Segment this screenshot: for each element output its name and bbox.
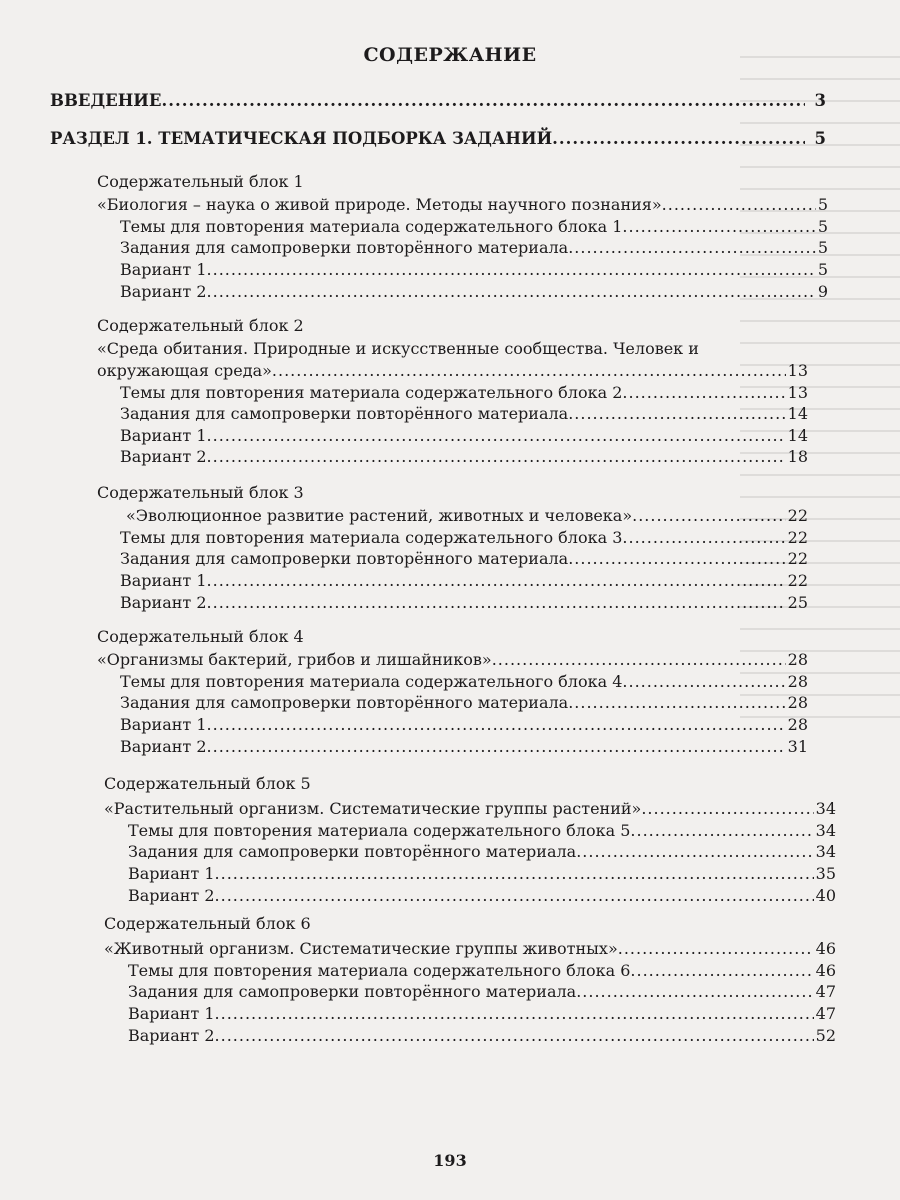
- toc-entry[interactable]: [120, 548, 808, 570]
- block-label: Содержательный блок 2: [97, 316, 304, 335]
- dot-leader: [630, 820, 813, 842]
- toc-page-number: 46: [815, 960, 836, 980]
- page-number: 193: [433, 1151, 467, 1170]
- toc-entry-label: Темы для повторения материала содержательного блока 2: [120, 382, 623, 402]
- block-title: [104, 938, 836, 960]
- toc-entry[interactable]: [128, 960, 836, 982]
- toc-entry-label: Темы для повторения материала содержательного блока 3: [120, 527, 623, 547]
- toc-entry[interactable]: [120, 570, 808, 592]
- block-title: [104, 798, 836, 820]
- dot-leader: [272, 360, 786, 382]
- toc-entry[interactable]: [120, 671, 808, 693]
- block-items: [120, 216, 828, 302]
- dot-leader: [492, 649, 786, 671]
- toc-entry[interactable]: [120, 692, 808, 714]
- toc-page-number: 3: [814, 91, 826, 110]
- toc-entry-label: Темы для повторения материала содержательного блока 4: [120, 671, 623, 691]
- dot-leader: [576, 841, 813, 863]
- toc-entry[interactable]: [120, 592, 808, 614]
- toc-page-number: 5: [817, 259, 828, 279]
- block-title: [97, 649, 808, 671]
- toc-entry-label: Темы для повторения материала содержательного блока 1: [120, 216, 623, 236]
- block-label: Содержательный блок 5: [104, 774, 311, 793]
- toc-page-number: 9: [817, 281, 828, 301]
- toc-entry[interactable]: [120, 281, 828, 303]
- toc-entry-label: Вариант 2: [120, 447, 207, 467]
- page-title: СОДЕРЖАНИЕ: [363, 44, 537, 66]
- block-items: [128, 820, 836, 906]
- toc-page-number: 47: [815, 1003, 836, 1023]
- dot-leader: [622, 671, 785, 693]
- dot-leader: [161, 90, 804, 112]
- toc-page-number: 22: [787, 570, 808, 590]
- toc-page-number: 31: [787, 736, 808, 756]
- toc-entry-label: Задания для самопроверки повторённого материала: [128, 842, 577, 862]
- dot-leader: [207, 446, 786, 468]
- dot-leader: [207, 592, 786, 614]
- toc-heading-label: ВВЕДЕНИЕ: [50, 91, 162, 110]
- dot-leader: [576, 981, 813, 1003]
- toc-entry-label: Задания для самопроверки повторённого материала: [120, 238, 569, 258]
- block-title-text: «Среда обитания. Природные и искусственные сообщества. Человек и: [97, 339, 699, 358]
- content-block-6: [104, 913, 836, 1046]
- toc-page-number: 5: [817, 238, 828, 258]
- toc-page-number: 22: [787, 549, 808, 569]
- toc-page-number: 28: [787, 650, 808, 669]
- toc-entry[interactable]: [128, 841, 836, 863]
- toc-page-number: 13: [787, 382, 808, 402]
- block-title-text: «Биология – наука о живой природе. Методы научного познания»: [97, 195, 662, 214]
- toc-page-number: 22: [787, 527, 808, 547]
- dot-leader: [568, 548, 785, 570]
- content-block-1: [97, 171, 828, 302]
- dot-leader: [215, 885, 814, 907]
- dot-leader: [215, 863, 814, 885]
- dot-leader: [207, 736, 786, 758]
- block-label: Содержательный блок 4: [97, 627, 304, 646]
- toc-entry[interactable]: [120, 403, 808, 425]
- toc-page-number: 22: [787, 506, 808, 525]
- toc-entry-label: Вариант 1: [120, 570, 207, 590]
- block-label: Содержательный блок 6: [104, 914, 311, 933]
- block-title-text: «Животный организм. Систематические группы животных»: [104, 939, 618, 958]
- block-title-text: «Организмы бактерий, грибов и лишайников»: [97, 650, 492, 669]
- toc-entry-label: Вариант 1: [128, 1003, 215, 1023]
- dot-leader: [618, 938, 814, 960]
- toc-page-number: 14: [787, 425, 808, 445]
- toc-entry[interactable]: [128, 1003, 836, 1025]
- toc-entry-block-title[interactable]: [97, 649, 808, 671]
- toc-entry-label: Вариант 2: [128, 885, 215, 905]
- toc-entry-label: Вариант 1: [120, 425, 207, 445]
- toc-entry[interactable]: [120, 425, 808, 447]
- content-block-2: [97, 315, 808, 468]
- dot-leader: [630, 960, 813, 982]
- block-title-text: «Эволюционное развитие растений, животных и человека»: [126, 506, 633, 525]
- toc-page-number: 13: [787, 360, 808, 380]
- dot-leader: [207, 570, 786, 592]
- toc-entry-block-title[interactable]: [104, 938, 836, 960]
- block-items: [128, 960, 836, 1046]
- toc-entry-label: Задания для самопроверки повторённого материала: [128, 982, 577, 1002]
- dot-leader: [215, 1003, 814, 1025]
- toc-entry-label: Вариант 2: [120, 592, 207, 612]
- block-items: [120, 527, 808, 613]
- toc-entry[interactable]: [128, 981, 836, 1003]
- toc-entry-label: Вариант 2: [120, 281, 207, 301]
- toc-page-number: 5: [817, 195, 828, 214]
- dot-leader: [207, 714, 786, 736]
- block-title-text: «Растительный организм. Систематические группы растений»: [104, 799, 642, 818]
- dot-leader: [632, 505, 786, 527]
- dot-leader: [552, 128, 804, 150]
- toc-page-number: 5: [817, 216, 828, 236]
- toc-entry[interactable]: [120, 237, 828, 259]
- toc-page-number: 25: [787, 592, 808, 612]
- content-block-3: [97, 482, 808, 613]
- block-items: [120, 671, 808, 757]
- toc-page-number: 28: [787, 693, 808, 713]
- toc-entry[interactable]: [120, 446, 808, 468]
- dot-leader: [568, 692, 785, 714]
- content-block-4: [97, 626, 808, 757]
- block-title: [97, 194, 828, 216]
- toc-page-number: 46: [815, 939, 836, 958]
- toc-entry[interactable]: [128, 1025, 836, 1047]
- dot-leader: [622, 527, 785, 549]
- toc-entry-label: Вариант 2: [128, 1025, 215, 1045]
- toc-entry[interactable]: [128, 885, 836, 907]
- toc-heading-introduction[interactable]: [50, 90, 826, 112]
- toc-entry-block-title[interactable]: [97, 194, 828, 216]
- toc-entry[interactable]: [120, 382, 808, 404]
- toc-entry[interactable]: [120, 736, 808, 758]
- toc-heading-section-1[interactable]: [50, 128, 826, 150]
- toc-entry-label: Задания для самопроверки повторённого материала: [120, 693, 569, 713]
- dot-leader: [207, 425, 786, 447]
- toc-heading-label: РАЗДЕЛ 1. ТЕМАТИЧЕСКАЯ ПОДБОРКА ЗАДАНИЙ: [50, 129, 553, 148]
- toc-entry-label: Темы для повторения материала содержательного блока 5: [128, 820, 631, 840]
- dot-leader: [207, 281, 816, 303]
- toc-entry-label: Вариант 1: [120, 259, 207, 279]
- toc-entry-label: Вариант 1: [120, 714, 207, 734]
- toc-page-number: 28: [787, 714, 808, 734]
- toc-entry-label: Задания для самопроверки повторённого материала: [120, 549, 569, 569]
- block-items: [120, 382, 808, 468]
- toc-page-number: 28: [787, 671, 808, 691]
- toc-page-number: 34: [815, 799, 836, 818]
- dot-leader: [207, 259, 816, 281]
- toc-page-number: 34: [815, 842, 836, 862]
- toc-entry-block-title[interactable]: [126, 505, 808, 527]
- toc-entry[interactable]: [120, 216, 828, 238]
- toc-entry[interactable]: [120, 714, 808, 736]
- dot-leader: [568, 403, 785, 425]
- block-label: Содержательный блок 3: [97, 483, 304, 502]
- toc-entry[interactable]: [120, 527, 808, 549]
- block-title: [126, 505, 808, 527]
- dot-leader: [622, 216, 815, 238]
- content-block-5: [104, 773, 836, 906]
- toc-entry-block-title[interactable]: [97, 360, 808, 382]
- toc-entry[interactable]: [128, 863, 836, 885]
- toc-entry-label: Темы для повторения материала содержательного блока 6: [128, 960, 631, 980]
- toc-page-number: 5: [814, 129, 826, 148]
- dot-leader: [662, 194, 816, 216]
- toc-page-number: 34: [815, 820, 836, 840]
- toc-page-number: 40: [815, 885, 836, 905]
- toc-entry[interactable]: [128, 820, 836, 842]
- toc-page-number: 35: [815, 863, 836, 883]
- toc-entry-label: Вариант 2: [120, 736, 207, 756]
- toc-entry[interactable]: [120, 259, 828, 281]
- toc-page-number: 52: [815, 1025, 836, 1045]
- dot-leader: [641, 798, 813, 820]
- toc-entry-label: Задания для самопроверки повторённого материала: [120, 404, 569, 424]
- toc-entry-label: Вариант 1: [128, 863, 215, 883]
- toc-page-number: 18: [787, 447, 808, 467]
- toc-page-number: 14: [787, 404, 808, 424]
- dot-leader: [215, 1025, 814, 1047]
- toc-page-number: 47: [815, 982, 836, 1002]
- dot-leader: [568, 237, 816, 259]
- block-title: [97, 338, 808, 382]
- block-title-text: окружающая среда»: [97, 360, 272, 380]
- toc-entry-block-title[interactable]: [104, 798, 836, 820]
- dot-leader: [622, 382, 785, 404]
- block-label: Содержательный блок 1: [97, 172, 304, 191]
- block-title-line: [97, 338, 808, 360]
